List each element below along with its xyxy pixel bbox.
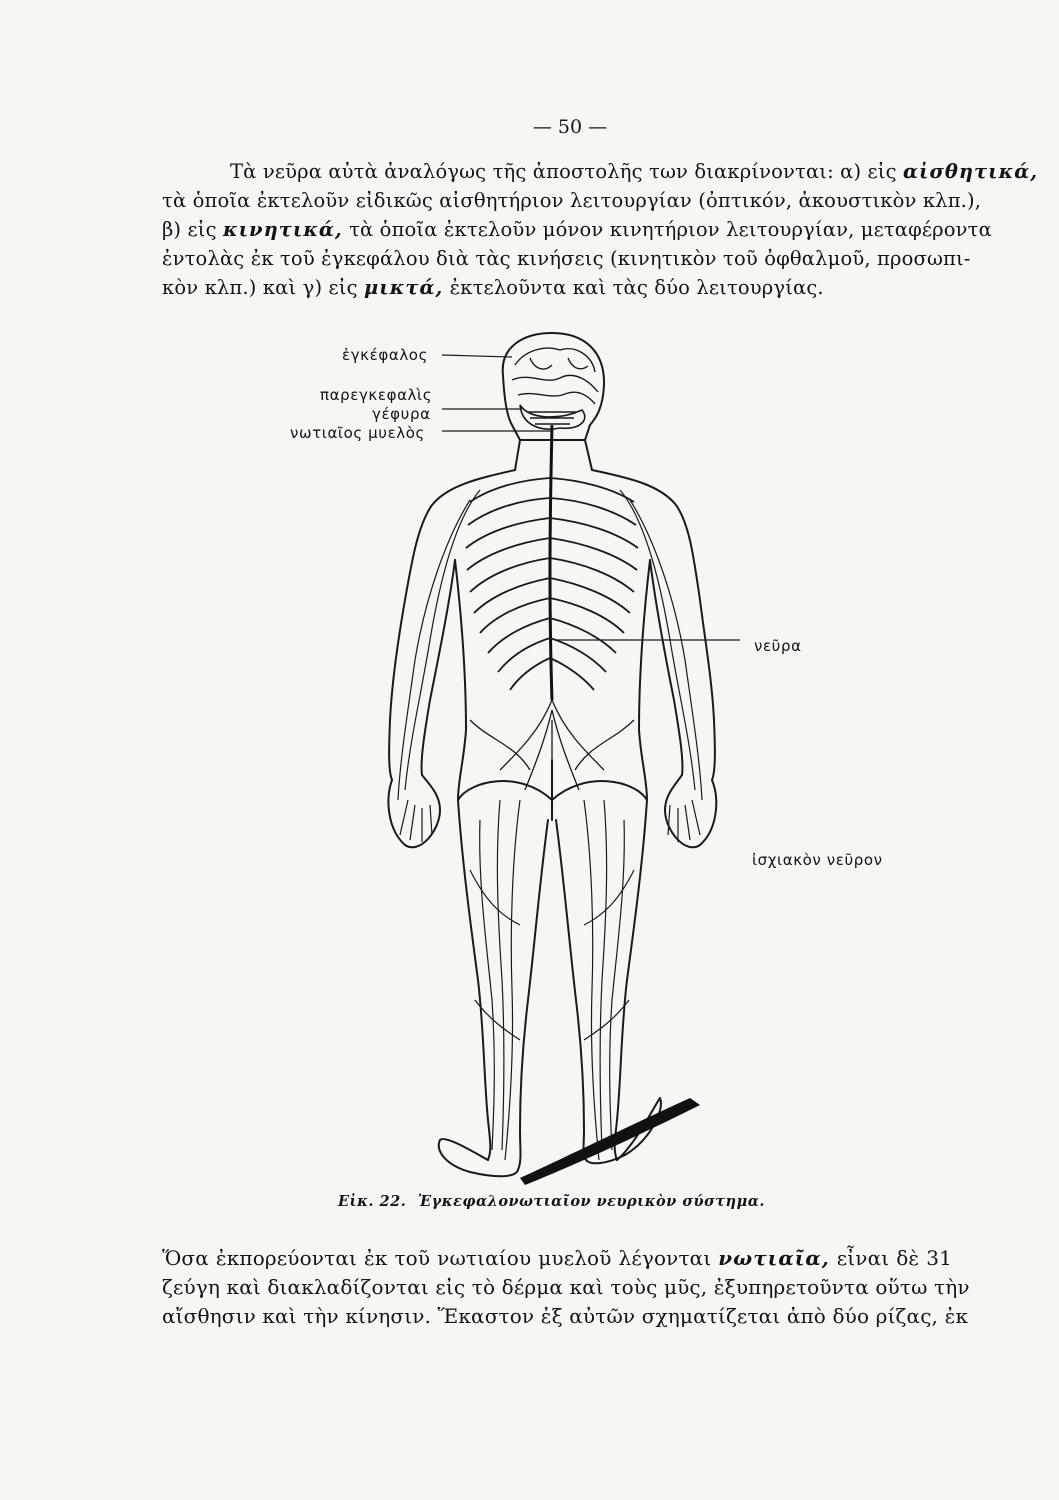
label-nerves: νεῦρα bbox=[754, 637, 802, 655]
label-pons: γέφυρα bbox=[372, 405, 431, 423]
caption-prefix: Εἰκ. 22. bbox=[338, 1193, 407, 1210]
text-run: β) εἰς bbox=[162, 218, 223, 241]
label-brain: ἐγκέφαλος bbox=[342, 346, 428, 364]
caption-text: Ἐγκεφαλονωτιαῖον νευρικὸν σύστημα. bbox=[417, 1193, 765, 1210]
figure-caption bbox=[338, 1193, 765, 1210]
term-motor: κινητικά, bbox=[223, 218, 343, 241]
text-run: ἐντολὰς ἐκ τοῦ ἐγκεφάλου διὰ τὰς κινήσεις (κινητικὸν τοῦ ὀφθαλμοῦ, προσωπι- bbox=[162, 247, 971, 270]
text-run: κὸν κλπ.) καὶ γ) εἰς bbox=[162, 276, 365, 299]
term-spinal: νωτιαῖα, bbox=[718, 1246, 830, 1270]
text-run: Τὰ νεῦρα αὐτὰ ἀναλόγως τῆς ἀποστολῆς των διακρίνονται: α) εἰς bbox=[230, 160, 904, 183]
label-cerebellum: παρεγκεφαλὶς bbox=[320, 386, 433, 404]
bottom-paragraph bbox=[162, 1244, 970, 1331]
paragraph-line-6 bbox=[162, 1244, 952, 1273]
text-run: τὰ ὁποῖα ἐκτελοῦν εἰδικῶς αἰσθητήριον λειτουργίαν (ὀπτικόν, ἀκουστικὸν κλπ.), bbox=[162, 189, 982, 212]
text-run: Ὅσα ἐκπορεύονται ἐκ τοῦ νωτιαίου μυελοῦ λέγονται bbox=[162, 1246, 719, 1270]
paragraph-line-8 bbox=[162, 1302, 969, 1331]
text-run: ἐκτελοῦντα καὶ τὰς δύο λειτουργίας. bbox=[443, 276, 824, 299]
page-number: — 50 — bbox=[532, 116, 608, 138]
label-sciatic-nerve: ἰσχιακὸν νεῦρον bbox=[752, 851, 883, 869]
term-mixed: μικτά, bbox=[364, 276, 444, 299]
text-run: αἴσθησιν καὶ τὴν κίνησιν. Ἕκαστον ἐξ αὐτῶν σχηματίζεται ἀπὸ δύο ρίζας, ἐκ bbox=[162, 1304, 969, 1328]
label-spinal-cord: νωτιαῖος μυελὸς bbox=[290, 424, 425, 442]
term-sensory: αἰσθητικά, bbox=[903, 160, 1039, 183]
text-run: εἶναι δὲ 31 bbox=[829, 1246, 952, 1270]
paragraph-line-7 bbox=[162, 1273, 970, 1302]
text-run: τὰ ὁποῖα ἐκτελοῦν μόνον κινητήριον λειτουργίαν, μεταφέροντα bbox=[342, 218, 992, 241]
text-run: ζεύγη καὶ διακλαδίζονται εἰς τὸ δέρμα καὶ τοὺς μῦς, ἐξυπηρετοῦντα οὕτω τὴν bbox=[162, 1275, 970, 1299]
